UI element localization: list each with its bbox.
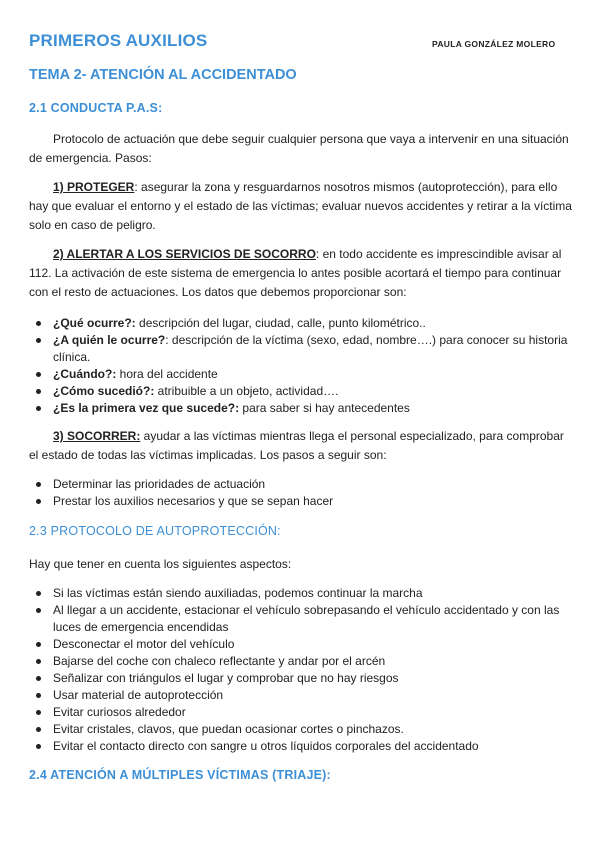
step-socorrer-lead: 3) SOCORRER: [53,429,141,443]
section-2-1-heading: 2.1 CONDUCTA P.A.S: [29,101,163,115]
list-item-bold: ¿Qué ocurre?: [53,316,136,330]
section-2-4-heading: 2.4 ATENCIÓN A MÚLTIPLES VÍCTIMAS (TRIAJE): [29,768,331,782]
list-item [34,332,574,366]
intro-text: Protocolo de actuación que debe seguir cualquier persona que vaya a intervenir en una situación de emergencia. Pasos: [29,132,569,165]
list-item-text: descripción del lugar, ciudad, calle, punto kilométrico.. [135,316,426,330]
list-item [34,400,574,417]
list-item [34,383,574,400]
section-2-3-intro: Hay que tener en cuenta los siguientes aspectos: [29,557,292,571]
list-item: Si las víctimas están siendo auxiliadas, podemos continuar la marcha [34,585,574,602]
step-alertar-lead: 2) ALERTAR A LOS SERVICIOS DE SOCORRO [53,247,316,261]
list-item: Desconectar el motor del vehículo [34,636,574,653]
section-2-3-heading: 2.3 PROTOCOLO DE AUTOPROTECCIÓN: [29,524,281,538]
step-socorrer [29,427,574,465]
list-item: Evitar curiosos alrededor [34,704,574,721]
list-item: Señalizar con triángulos el lugar y comprobar que no hay riesgos [34,670,574,687]
list-item [34,315,574,332]
list-item: Al llegar a un accidente, estacionar el vehículo sobrepasando el vehículo accidentado y con las luces de emergencia encendidas [34,602,574,636]
step-alertar-text: : en todo accidente es imprescindible avisar al 112. La activación de este sistema de emergencia lo antes posible acortará el tiempo para continuar con el resto de actuaciones. Los datos que debemos proporcionar son: [29,247,562,299]
step-proteger-text: : asegurar la zona y resguardarnos nosotros mismos (autoprotección), para ello hay que evaluar el entorno y el estado de las víctimas; evaluar nuevos accidentes y retirar a la víctima solo en caso de peligro. [29,180,572,232]
step-proteger [29,178,574,235]
alertar-data-list [34,315,574,417]
step-alertar [29,245,574,302]
list-item-bold: ¿A quién le ocurre? [53,333,166,347]
list-item-text: para saber si hay antecedentes [239,401,410,415]
list-item-text: : descripción de la víctima (sexo, edad, nombre….) para conocer su historia clínica. [53,333,568,364]
list-item: Bajarse del coche con chaleco reflectante y andar por el arcén [34,653,574,670]
section-2-1-intro [29,130,574,168]
list-item: Evitar cristales, clavos, que puedan ocasionar cortes o pinchazos. [34,721,574,738]
author-name: PAULA GONZÁLEZ MOLERO [432,39,556,49]
list-item-bold: ¿Cómo sucedió?: [53,384,155,398]
list-item: Evitar el contacto directo con sangre u otros líquidos corporales del accidentado [34,738,574,755]
list-item: Usar material de autoprotección [34,687,574,704]
step-socorrer-text: ayudar a las víctimas mientras llega el personal especializado, para comprobar el estado de todas las víctimas implicadas. Los pasos a seguir son: [29,429,564,462]
step-proteger-lead: 1) PROTEGER [53,180,135,194]
socorrer-steps-list [34,476,574,510]
list-item: Prestar los auxilios necesarios y que se sepan hacer [34,493,574,510]
document-title: PRIMEROS AUXILIOS [29,31,208,50]
list-item [34,366,574,383]
list-item: Determinar las prioridades de actuación [34,476,574,493]
list-item-text: atribuible a un objeto, actividad…. [154,384,339,398]
list-item-bold: ¿Cuándo?: [53,367,117,381]
list-item-bold: ¿Es la primera vez que sucede?: [53,401,240,415]
autoproteccion-list [34,585,574,755]
list-item-text: hora del accidente [116,367,218,381]
tema-title: TEMA 2- ATENCIÓN AL ACCIDENTADO [29,67,297,83]
